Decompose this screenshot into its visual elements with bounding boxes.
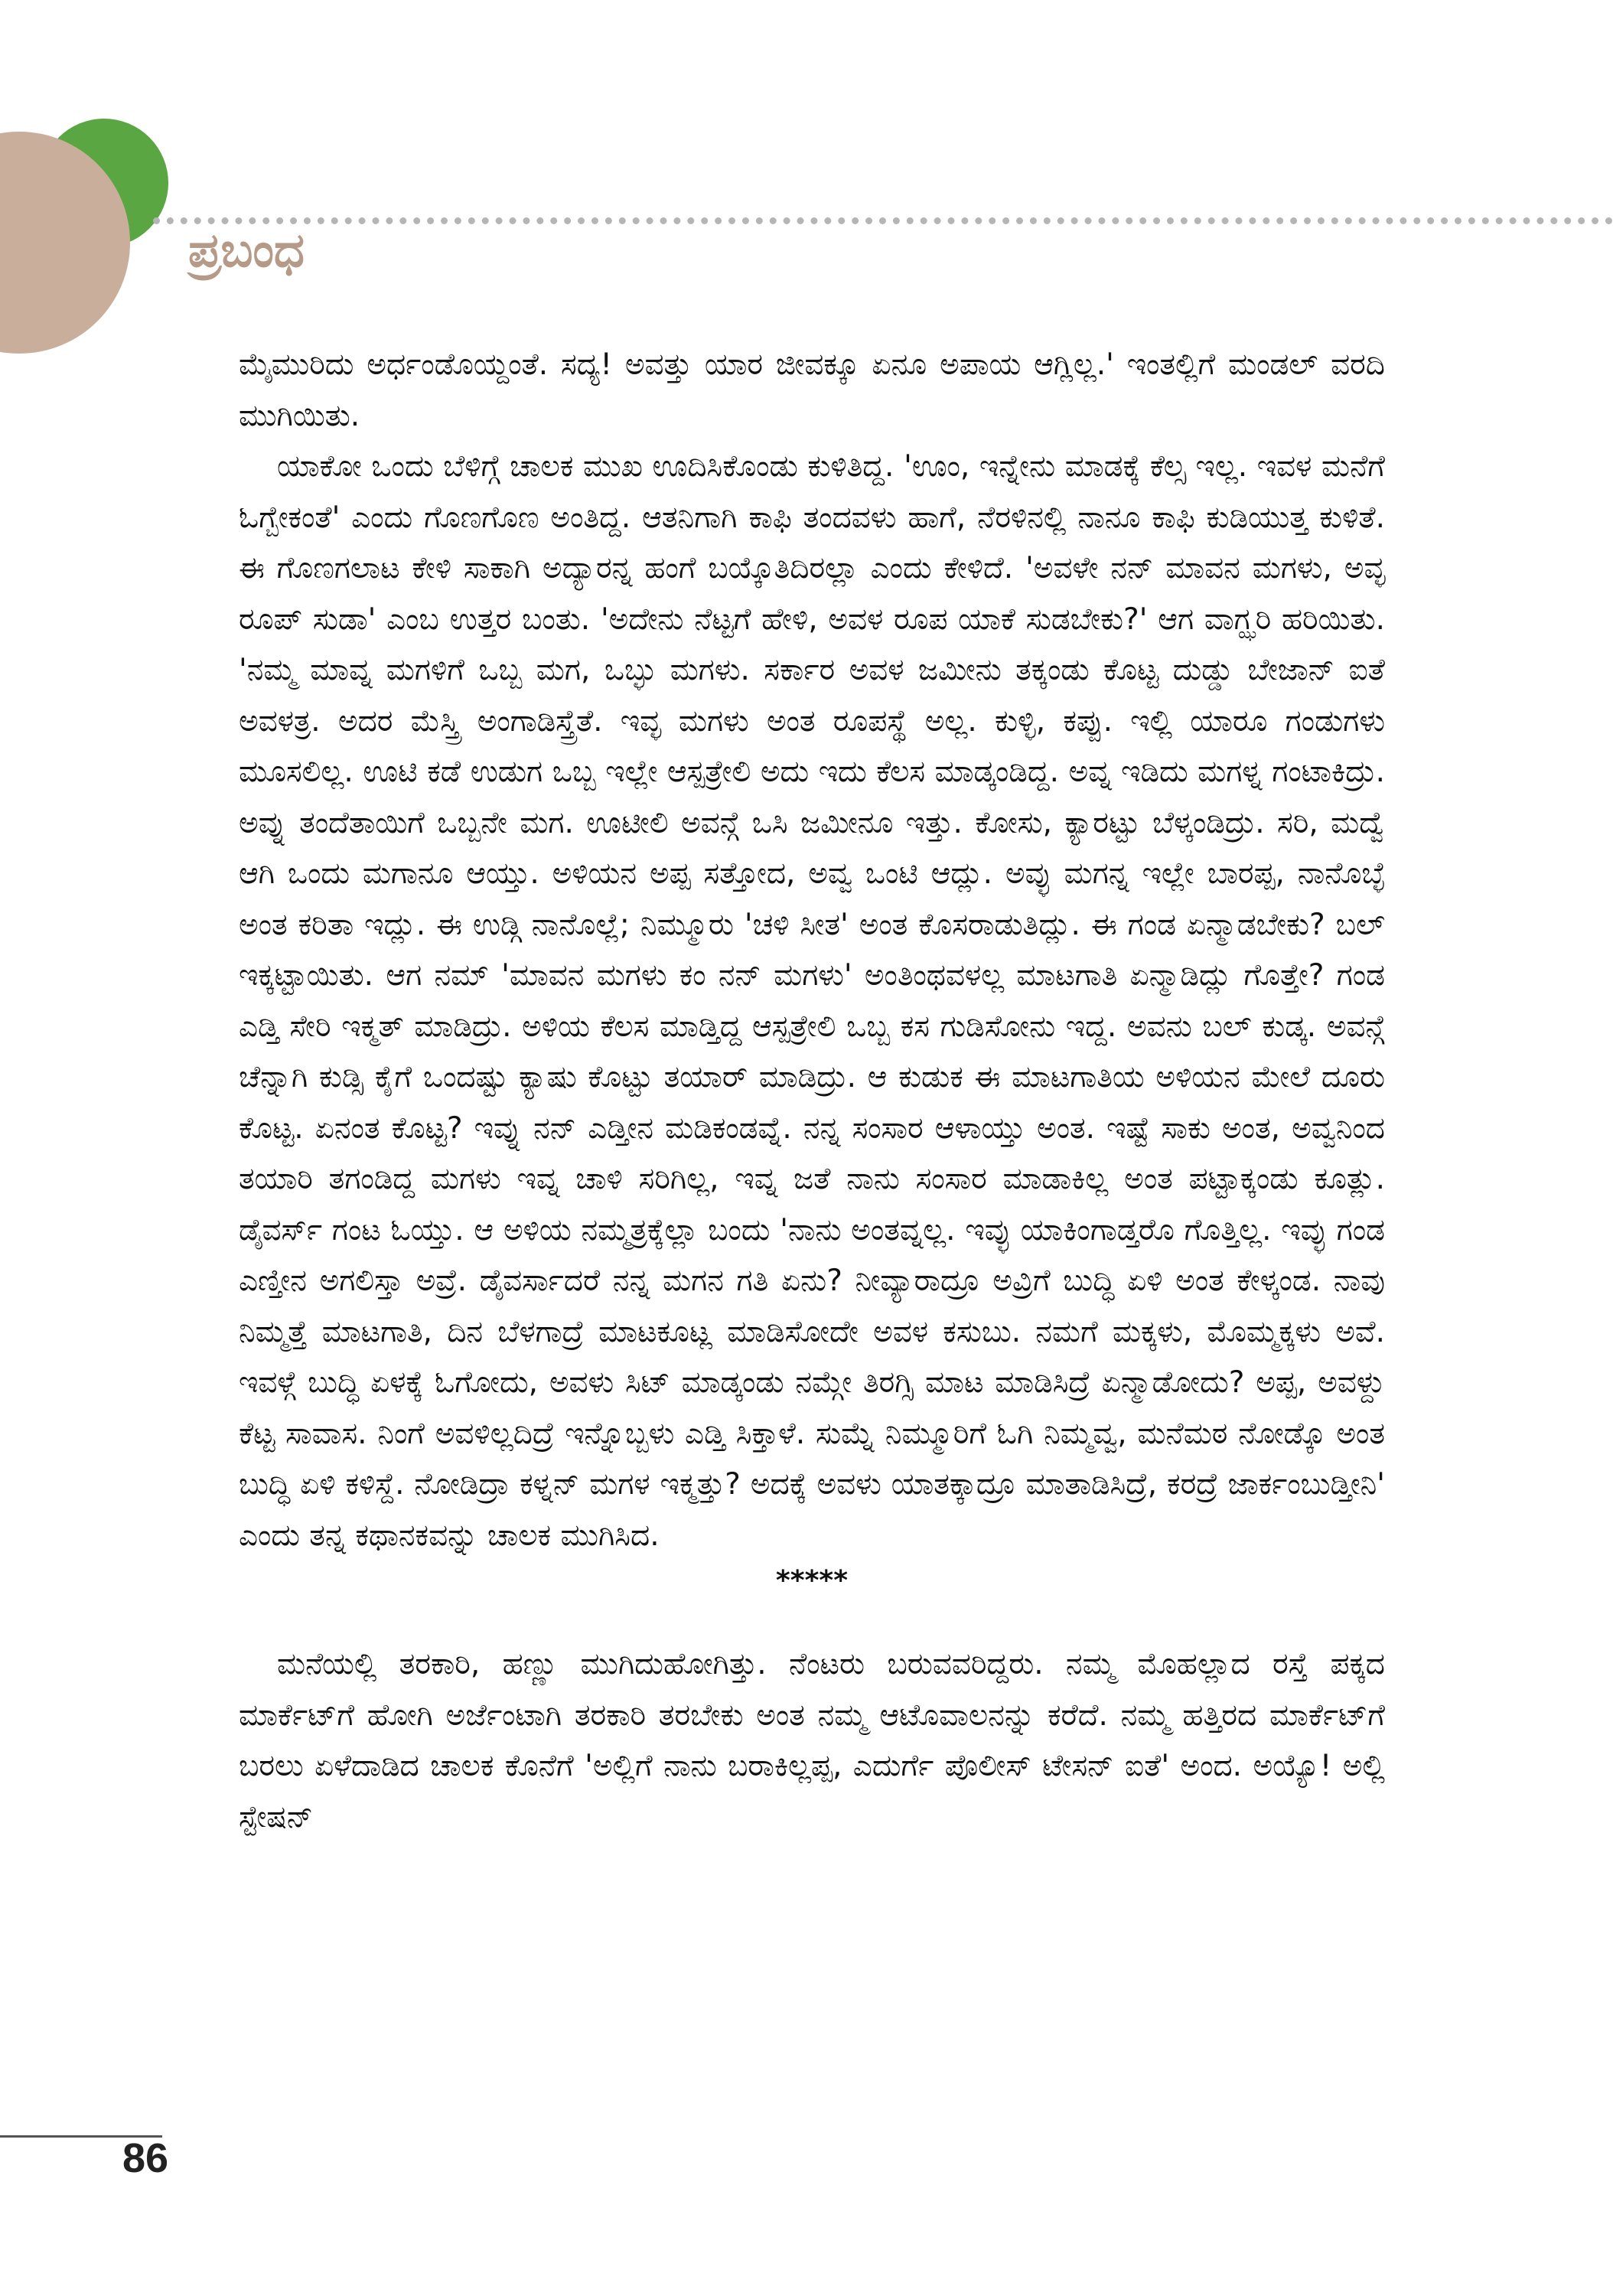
paragraph: ಮೈಮುರಿದು ಅರ್ಧಂಡೊಯ್ದಂತೆ. ಸದ್ಯ! ಅವತ್ತು ಯಾರ ಜೀವಕ್ಕೂ ಏನೂ ಅಪಾಯ ಆಗ್ಲಿಲ್ಲ.' ಇಂತಲ್ಲಿಗೆ ಮಂಡಲ್ ವರದಿ ಮುಗಿಯಿತು. [239,347,1385,433]
header-dotted-rule [153,217,1613,224]
page-number: 86 [122,2135,169,2181]
paragraph: ಯಾಕೋ ಒಂದು ಬೆಳಿಗ್ಗೆ ಚಾಲಕ ಮುಖ ಊದಿಸಿಕೊಂಡು ಕುಳಿತಿದ್ದ. 'ಊಂ, ಇನ್ನೇನು ಮಾಡಕ್ಕೆ ಕೆಲ್ಸ ಇಲ್ಲ. ಇವಳ ಮನೆಗೆ ಓಗ್ಬೇಕಂತೆ' ಎಂದು ಗೊಣಗೊಣ ಅಂತಿದ್ದ. ಆತನಿಗಾಗಿ ಕಾಫಿ ತಂದವಳು ಹಾಗೆ, ನೆರಳಿನಲ್ಲಿ ನಾನೂ ಕಾಫಿ ಕುಡಿಯುತ್ತ ಕುಳಿತೆ. ಈ ಗೊಣಗಲಾಟ ಕೇಳಿ ಸಾಕಾಗಿ ಅದ್ಯಾರನ್ನ ಹಂಗೆ ಬಯ್ಕೊತಿದಿರಲ್ಲಾ ಎಂದು ಕೇಳಿದೆ. 'ಅವಳೇ ನನ್ ಮಾವನ ಮಗಳು, ಅವ್ಳ ರೂಪ್ ಸುಡಾ' ಎಂಬ ಉತ್ತರ ಬಂತು. 'ಅದೇನು ನೆಟ್ಟಗೆ ಹೇಳಿ, ಅವಳ ರೂಪ ಯಾಕೆ ಸುಡಬೇಕು?' ಆಗ ವಾಗ್ಝರಿ ಹರಿಯಿತು. 'ನಮ್ಮ ಮಾವ್ನ ಮಗಳಿಗೆ ಒಬ್ಬ ಮಗ, ಒಬ್ಳು ಮಗಳು. ಸರ್ಕಾರ ಅವಳ ಜಮೀನು ತಕ್ಕಂಡು ಕೊಟ್ಟ ದುಡ್ಡು ಬೇಜಾನ್ ಐತೆ ಅವಳತ್ರ. ಅದರ ಮೆಸ್ತ್ರಿ ಅಂಗಾಡಿಸ್ತ್ರೆತೆ. ಇವ್ಳ ಮಗಳು ಅಂತ ರೂಪಸ್ಥೆ ಅಲ್ಲ. ಕುಳ್ಳಿ, ಕಪ್ಪು. ಇಲ್ಲಿ ಯಾರೂ ಗಂಡುಗಳು ಮೂಸಲಿಲ್ಲ. ಊಟಿ ಕಡೆ ಉಡುಗ ಒಬ್ಬ ಇಲ್ಲೇ ಆಸ್ಪತ್ರೇಲಿ ಅದು ಇದು ಕೆಲಸ ಮಾಡ್ಕಂಡಿದ್ದ. ಅವ್ನ ಇಡಿದು ಮಗಳ್ನ ಗಂಟಾಕಿದ್ರು. ಅವ್ನು ತಂದೆತಾಯಿಗೆ ಒಬ್ಬನೇ ಮಗ. ಊಟೀಲಿ ಅವನ್ಗೆ ಒಸಿ ಜಮೀನೂ ಇತ್ತು. ಕೋಸು, ಕ್ಯಾರಟ್ಟು ಬೆಳ್ಕಂಡಿದ್ರು. ಸರಿ, ಮದ್ವೆ ಆಗಿ ಒಂದು ಮಗಾನೂ ಆಯ್ತು. ಅಳಿಯನ ಅಪ್ಪ ಸತ್ತೋದ, ಅವ್ವ ಒಂಟಿ ಆದ್ಲು. ಅವ್ಳು ಮಗನ್ನ ಇಲ್ಲೇ ಬಾರಪ್ಪ, ನಾನೊಬ್ಳೆ ಅಂತ ಕರಿತಾ ಇದ್ಲು. ಈ ಉಡ್ಗಿ ನಾನೊಲ್ಲೆ; ನಿಮ್ಮೂರು 'ಚಳಿ ಸೀತ' ಅಂತ ಕೊಸರಾಡುತಿದ್ಲು. ಈ ಗಂಡ ಏನ್ಮಾಡಬೇಕು? ಬಲ್ ಇಕ್ಕಟ್ಟಾಯಿತು. ಆಗ ನಮ್ 'ಮಾವನ ಮಗಳು ಕಂ ನನ್ ಮಗಳು' ಅಂತಿಂಥವಳಲ್ಲ ಮಾಟಗಾತಿ ಏನ್ಮಾಡಿದ್ಲು ಗೊತ್ತೇ? ಗಂಡ ಎಡ್ತಿ ಸೇರಿ ಇಕ್ಮತ್ ಮಾಡಿದ್ರು. ಅಳಿಯ ಕೆಲಸ ಮಾಡ್ತಿದ್ದ ಆಸ್ಪತ್ರೇಲಿ ಒಬ್ಬ ಕಸ ಗುಡಿಸೋನು ಇದ್ದ. ಅವನು ಬಲ್ ಕುಡ್ಕ. ಅವನ್ಗೆ ಚೆನ್ನಾಗಿ ಕುಡ್ಸಿ ಕೈಗೆ ಒಂದಷ್ಟು ಕ್ಯಾಷು ಕೊಟ್ಟು ತಯಾರ್ ಮಾಡಿದ್ರು. ಆ ಕುಡುಕ ಈ ಮಾಟಗಾತಿಯ ಅಳಿಯನ ಮೇಲೆ ದೂರು ಕೊಟ್ಟ. ಏನಂತ ಕೊಟ್ಟ? ಇವ್ನು ನನ್ ಎಡ್ತೀನ ಮಡಿಕಂಡವ್ನೆ. ನನ್ನ ಸಂಸಾರ ಆಳಾಯ್ತು ಅಂತ. ಇಷ್ಟೆ ಸಾಕು ಅಂತ, ಅವ್ವನಿಂದ ತಯಾರಿ ತಗಂಡಿದ್ದ ಮಗಳು ಇವ್ನ ಚಾಳಿ ಸರಿಗಿಲ್ಲ, ಇವ್ನ ಜತೆ ನಾನು ಸಂಸಾರ ಮಾಡಾಕಿಲ್ಲ ಅಂತ ಪಟ್ಟಾಕ್ಕಂಡು ಕೂತ್ಲು. ಡೈವರ್ಸ್ ಗಂಟ ಓಯ್ತು. ಆ ಅಳಿಯ ನಮ್ಮತ್ರಕ್ಕೆಲ್ಲಾ ಬಂದು 'ನಾನು ಅಂತವ್ನಲ್ಲ. ಇವ್ಳು ಯಾಕಿಂಗಾಡ್ತರೊ ಗೊತ್ತಿಲ್ಲ. ಇವ್ಳು ಗಂಡ ಎಣ್ತೀನ ಅಗಲಿಸ್ತಾ ಅವ್ರೆ. ಡೈವರ್ಸಾದರೆ ನನ್ನ ಮಗನ ಗತಿ ಏನು? ನೀವ್ಯಾರಾದ್ರೂ ಅವ್ರಿಗೆ ಬುದ್ಧಿ ಏಳಿ ಅಂತ ಕೇಳ್ಕಂಡ. ನಾವು ನಿಮ್ಮತ್ತೆ ಮಾಟಗಾತಿ, ದಿನ ಬೆಳಗಾದ್ರೆ ಮಾಟಕೂಟ್ಲ ಮಾಡಿಸೋದೇ ಅವಳ ಕಸುಬು. ನಮಗೆ ಮಕ್ಕಳು, ಮೊಮ್ಮಕ್ಕಳು ಅವೆ. ಇವಳ್ಗೆ ಬುದ್ಧಿ ಏಳಕ್ಕೆ ಓಗೋದು, ಅವಳು ಸಿಟ್ ಮಾಡ್ಕಂಡು ನಮ್ಗೇ ತಿರಗ್ಸಿ ಮಾಟ ಮಾಡಿಸಿದ್ರೆ ಏನ್ಮಾಡೋದು? ಅಪ್ಪ, ಅವಳ್ದು ಕೆಟ್ಟ ಸಾವಾಸ. ನಿಂಗೆ ಅವಳಿಲ್ಲದಿದ್ರೆ ಇನ್ನೊಬ್ಬಳು ಎಡ್ತಿ ಸಿಕ್ತಾಳೆ. ಸುಮ್ನೆ ನಿಮ್ಮೂರಿಗೆ ಓಗಿ ನಿಮ್ಮವ್ವ, ಮನೆಮಠ ನೋಡ್ಕೊ ಅಂತ ಬುದ್ಧಿ ಏಳಿ ಕಳಿಸ್ದೆ. ನೋಡಿದ್ರಾ ಕಳ್ನನ್ ಮಗಳ ಇಕ್ಮತ್ತು? ಅದಕ್ಕೆ ಅವಳು ಯಾತಕ್ಕಾದ್ರೂ ಮಾತಾಡಿಸಿದ್ರೆ, ಕರದ್ರೆ ಜಾರ್ಕಂಬುಡ್ತೀನಿ' ಎಂದು ತನ್ನ ಕಥಾನಕವನ್ನು ಚಾಲಕ ಮುಗಿಸಿದ. [239,449,1385,1553]
paragraph: ಮನೆಯಲ್ಲಿ ತರಕಾರಿ, ಹಣ್ಣು ಮುಗಿದುಹೋಗಿತ್ತು. ನೆಂಟರು ಬರುವವರಿದ್ದರು. ನಮ್ಮ ಮೊಹಲ್ಲಾದ ರಸ್ತೆ ಪಕ್ಕದ ಮಾರ್ಕೆಟ್‌ಗೆ ಹೋಗಿ ಅರ್ಜೆಂಟಾಗಿ ತರಕಾರಿ ತರಬೇಕು ಅಂತ ನಮ್ಮ ಆಟೊವಾಲನನ್ನು ಕರೆದೆ. ನಮ್ಮ ಹತ್ತಿರದ ಮಾರ್ಕೆಟ್‌ಗೆ ಬರಲು ಏಳೆದಾಡಿದ ಚಾಲಕ ಕೊನೆಗೆ 'ಅಲ್ಲಿಗೆ ನಾನು ಬರಾಕಿಲ್ಲಪ್ಪ, ಎದುರ್ಗೆ ಪೊಲೀಸ್ ಟೇಸನ್ ಐತೆ' ಅಂದ. ಅಯ್ಯೊ! ಅಲ್ಲಿ ಸ್ಟೇಷನ್ [239,1647,1385,1835]
section-title: ಪ್ರಬಂಧ [188,222,305,278]
page-content [239,340,1385,1843]
section-separator: ***** [775,1565,849,1596]
